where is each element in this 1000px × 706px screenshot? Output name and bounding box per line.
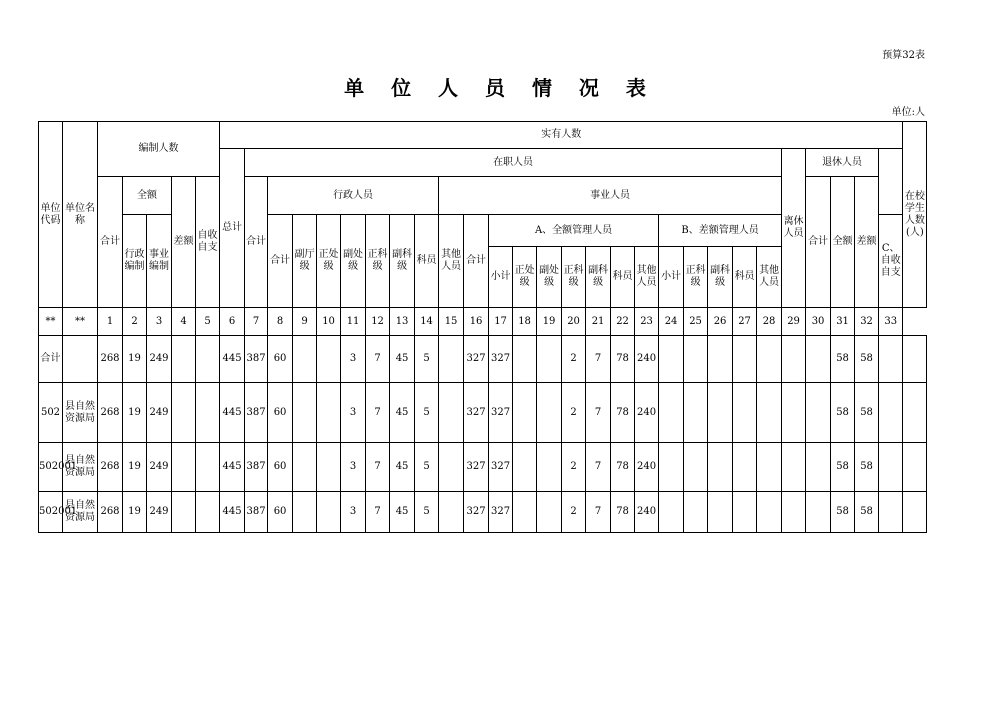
value-cell: 268	[98, 336, 123, 383]
value-cell	[733, 492, 757, 533]
column-index: 30	[806, 308, 831, 336]
header-a-division: 正处级	[513, 247, 537, 308]
value-cell	[879, 492, 903, 533]
value-cell: 327	[464, 443, 489, 492]
value-cell: 445	[220, 336, 245, 383]
value-cell	[806, 336, 831, 383]
value-cell: 7	[586, 492, 611, 533]
value-cell	[513, 443, 537, 492]
value-cell	[782, 492, 806, 533]
header-b-other: 其他人员	[757, 247, 782, 308]
value-cell	[439, 383, 464, 443]
value-cell	[733, 383, 757, 443]
unit-code-cell: 502001	[39, 492, 63, 533]
value-cell: 7	[586, 383, 611, 443]
value-cell	[782, 443, 806, 492]
unit-name-cell: 县自然资源局	[63, 492, 98, 533]
value-cell: 7	[366, 383, 390, 443]
header-deputy-section: 副科级	[390, 215, 415, 308]
value-cell	[684, 443, 708, 492]
value-cell	[757, 383, 782, 443]
column-index: 20	[562, 308, 586, 336]
value-cell: 19	[123, 492, 147, 533]
value-cell	[684, 492, 708, 533]
value-cell	[684, 336, 708, 383]
column-index: 31	[831, 308, 855, 336]
value-cell: 3	[341, 336, 366, 383]
header-career-total: 合计	[464, 215, 489, 308]
header-a-deputy-section: 副科级	[586, 247, 611, 308]
value-cell	[757, 492, 782, 533]
value-cell: 327	[489, 383, 513, 443]
column-index: 10	[317, 308, 341, 336]
header-retired-total: 合计	[806, 177, 831, 308]
header-staff-total: 合计	[98, 177, 123, 308]
value-cell: 58	[855, 443, 879, 492]
header-full-amount: 全额	[123, 177, 172, 215]
column-index: 33	[879, 308, 903, 336]
column-index: 12	[366, 308, 390, 336]
unit-code-cell: 502001	[39, 443, 63, 492]
value-cell	[879, 443, 903, 492]
value-cell: 58	[831, 492, 855, 533]
value-cell: 268	[98, 443, 123, 492]
value-cell: 268	[98, 383, 123, 443]
value-cell	[806, 492, 831, 533]
value-cell	[439, 492, 464, 533]
header-retired-cadre: 离休人员	[782, 149, 806, 308]
value-cell: 7	[366, 492, 390, 533]
value-cell	[659, 492, 684, 533]
value-cell	[172, 383, 196, 443]
value-cell	[293, 492, 317, 533]
unit-name-cell: 县自然资源局	[63, 383, 98, 443]
header-on-duty: 在职人员	[245, 149, 782, 177]
value-cell: 58	[831, 383, 855, 443]
form-number: 预算32表	[882, 50, 925, 61]
value-cell: 58	[855, 492, 879, 533]
personnel-table	[38, 121, 927, 533]
value-cell: 60	[268, 383, 293, 443]
value-cell: 60	[268, 443, 293, 492]
value-cell: 45	[390, 336, 415, 383]
column-index: 25	[684, 308, 708, 336]
header-students: 在校学生人数(人)	[903, 122, 927, 308]
header-clerk: 科员	[415, 215, 439, 308]
value-cell: 7	[586, 336, 611, 383]
value-cell: 387	[245, 443, 268, 492]
column-index: 24	[659, 308, 684, 336]
value-cell: 78	[611, 443, 635, 492]
value-cell	[806, 443, 831, 492]
header-grand-total: 总计	[220, 149, 245, 308]
column-index: **	[39, 308, 63, 336]
table-row	[39, 492, 927, 533]
header-b-clerk: 科员	[733, 247, 757, 308]
value-cell: 327	[464, 383, 489, 443]
value-cell	[196, 443, 220, 492]
header-career-staffing: 事业编制	[147, 215, 172, 308]
value-cell: 240	[635, 443, 659, 492]
value-cell	[903, 336, 927, 383]
column-index: 28	[757, 308, 782, 336]
value-cell	[293, 383, 317, 443]
header-unit-code: 单位代码	[39, 122, 63, 308]
header-actual: 实有人数	[220, 122, 903, 149]
value-cell	[439, 443, 464, 492]
value-cell: 7	[586, 443, 611, 492]
value-cell	[879, 336, 903, 383]
header-a-clerk: 科员	[611, 247, 635, 308]
column-index: 22	[611, 308, 635, 336]
column-index: 8	[268, 308, 293, 336]
value-cell: 327	[489, 336, 513, 383]
value-cell	[172, 443, 196, 492]
value-cell: 240	[635, 492, 659, 533]
column-index: 17	[489, 308, 513, 336]
value-cell	[293, 336, 317, 383]
header-admin-staffing: 行政编制	[123, 215, 147, 308]
value-cell: 78	[611, 492, 635, 533]
value-cell: 327	[489, 443, 513, 492]
column-index: 7	[245, 308, 268, 336]
header-full-mgmt: A、全额管理人员	[489, 215, 659, 247]
header-retired: 退休人员	[806, 149, 879, 177]
header-b-subtotal: 小计	[659, 247, 684, 308]
value-cell: 3	[341, 492, 366, 533]
value-cell	[439, 336, 464, 383]
value-cell	[782, 336, 806, 383]
value-cell: 387	[245, 336, 268, 383]
value-cell	[659, 383, 684, 443]
value-cell	[513, 383, 537, 443]
header-unit-name: 单位名称	[63, 122, 98, 308]
value-cell: 2	[562, 383, 586, 443]
value-cell: 249	[147, 443, 172, 492]
value-cell	[659, 336, 684, 383]
header-diff-mgmt: B、差额管理人员	[659, 215, 782, 247]
unit-name-cell	[63, 336, 98, 383]
value-cell	[903, 443, 927, 492]
column-index: 21	[586, 308, 611, 336]
value-cell: 78	[611, 383, 635, 443]
column-index: 18	[513, 308, 537, 336]
unit-code-cell: 502	[39, 383, 63, 443]
value-cell: 60	[268, 492, 293, 533]
value-cell	[513, 336, 537, 383]
header-staffing: 编制人数	[98, 122, 220, 177]
value-cell	[293, 443, 317, 492]
header-on-duty-total: 合计	[245, 177, 268, 308]
value-cell: 5	[415, 443, 439, 492]
header-deputy-bureau: 副厅级	[293, 215, 317, 308]
header-a-other: 其他人员	[635, 247, 659, 308]
column-index: 14	[415, 308, 439, 336]
unit-code-cell: 合计	[39, 336, 63, 383]
value-cell: 327	[464, 336, 489, 383]
header-c-self: C、自收自支	[879, 215, 903, 308]
value-cell	[806, 383, 831, 443]
value-cell	[903, 383, 927, 443]
value-cell: 58	[855, 336, 879, 383]
value-cell: 45	[390, 443, 415, 492]
value-cell	[317, 443, 341, 492]
value-cell	[196, 336, 220, 383]
header-admin-total: 合计	[268, 215, 293, 308]
value-cell	[733, 336, 757, 383]
table-row	[39, 443, 927, 492]
unit-name-cell: 县自然资源局	[63, 443, 98, 492]
value-cell	[708, 383, 733, 443]
value-cell	[317, 383, 341, 443]
column-index: 27	[733, 308, 757, 336]
header-a-section: 正科级	[562, 247, 586, 308]
header-section: 正科级	[366, 215, 390, 308]
value-cell	[196, 492, 220, 533]
column-index: 1	[98, 308, 123, 336]
header-a-deputy-division: 副处级	[537, 247, 562, 308]
value-cell: 45	[390, 492, 415, 533]
value-cell: 58	[855, 383, 879, 443]
column-index: 3	[147, 308, 172, 336]
value-cell: 249	[147, 492, 172, 533]
value-cell: 5	[415, 336, 439, 383]
value-cell	[879, 383, 903, 443]
value-cell	[684, 383, 708, 443]
value-cell: 19	[123, 383, 147, 443]
value-cell	[513, 492, 537, 533]
table-row	[39, 383, 927, 443]
header-admin-personnel: 行政人员	[268, 177, 439, 215]
column-index: 15	[439, 308, 464, 336]
value-cell	[733, 443, 757, 492]
value-cell	[196, 383, 220, 443]
value-cell: 327	[464, 492, 489, 533]
header-diff-amount: 差额	[172, 177, 196, 308]
value-cell	[708, 336, 733, 383]
value-cell: 5	[415, 492, 439, 533]
column-index: 26	[708, 308, 733, 336]
value-cell	[172, 336, 196, 383]
value-cell	[757, 336, 782, 383]
value-cell	[903, 492, 927, 533]
header-admin-other: 其他人员	[439, 215, 464, 308]
value-cell	[782, 383, 806, 443]
table-row	[39, 336, 927, 383]
value-cell	[537, 336, 562, 383]
value-cell	[172, 492, 196, 533]
header-b-deputy-section: 副科级	[708, 247, 733, 308]
value-cell: 19	[123, 443, 147, 492]
value-cell: 240	[635, 383, 659, 443]
value-cell: 327	[489, 492, 513, 533]
value-cell: 19	[123, 336, 147, 383]
value-cell: 445	[220, 443, 245, 492]
column-index: 13	[390, 308, 415, 336]
header-career-personnel: 事业人员	[439, 177, 782, 215]
value-cell	[659, 443, 684, 492]
column-index: 19	[537, 308, 562, 336]
value-cell: 445	[220, 383, 245, 443]
value-cell: 249	[147, 383, 172, 443]
header-deputy-division: 副处级	[341, 215, 366, 308]
column-index: **	[63, 308, 98, 336]
value-cell: 7	[366, 336, 390, 383]
value-cell	[757, 443, 782, 492]
value-cell: 2	[562, 336, 586, 383]
value-cell: 58	[831, 336, 855, 383]
header-retired-full: 全额	[831, 177, 855, 308]
page-title: 单 位 人 员 情 况 表	[344, 76, 656, 100]
value-cell: 78	[611, 336, 635, 383]
value-cell: 2	[562, 443, 586, 492]
column-index: 9	[293, 308, 317, 336]
value-cell	[537, 443, 562, 492]
value-cell: 268	[98, 492, 123, 533]
column-index: 6	[220, 308, 245, 336]
header-b-section: 正科级	[684, 247, 708, 308]
value-cell: 387	[245, 492, 268, 533]
value-cell: 445	[220, 492, 245, 533]
value-cell: 58	[831, 443, 855, 492]
value-cell: 240	[635, 336, 659, 383]
value-cell	[537, 383, 562, 443]
value-cell	[317, 492, 341, 533]
header-a-subtotal: 小计	[489, 247, 513, 308]
value-cell: 60	[268, 336, 293, 383]
value-cell	[537, 492, 562, 533]
column-index: 32	[855, 308, 879, 336]
value-cell: 387	[245, 383, 268, 443]
value-cell	[708, 443, 733, 492]
value-cell: 7	[366, 443, 390, 492]
value-cell: 45	[390, 383, 415, 443]
header-retired-diff: 差额	[855, 177, 879, 308]
header-division: 正处级	[317, 215, 341, 308]
value-cell: 249	[147, 336, 172, 383]
value-cell: 2	[562, 492, 586, 533]
unit-label: 单位:人	[891, 107, 925, 118]
column-index: 23	[635, 308, 659, 336]
column-index: 5	[196, 308, 220, 336]
column-index: 2	[123, 308, 147, 336]
column-index: 29	[782, 308, 806, 336]
value-cell	[708, 492, 733, 533]
index-row	[39, 308, 927, 336]
header-self-funded: 自收自支	[196, 177, 220, 308]
value-cell: 3	[341, 443, 366, 492]
column-index: 16	[464, 308, 489, 336]
value-cell: 3	[341, 383, 366, 443]
value-cell	[317, 336, 341, 383]
column-index: 4	[172, 308, 196, 336]
value-cell: 5	[415, 383, 439, 443]
column-index: 11	[341, 308, 366, 336]
